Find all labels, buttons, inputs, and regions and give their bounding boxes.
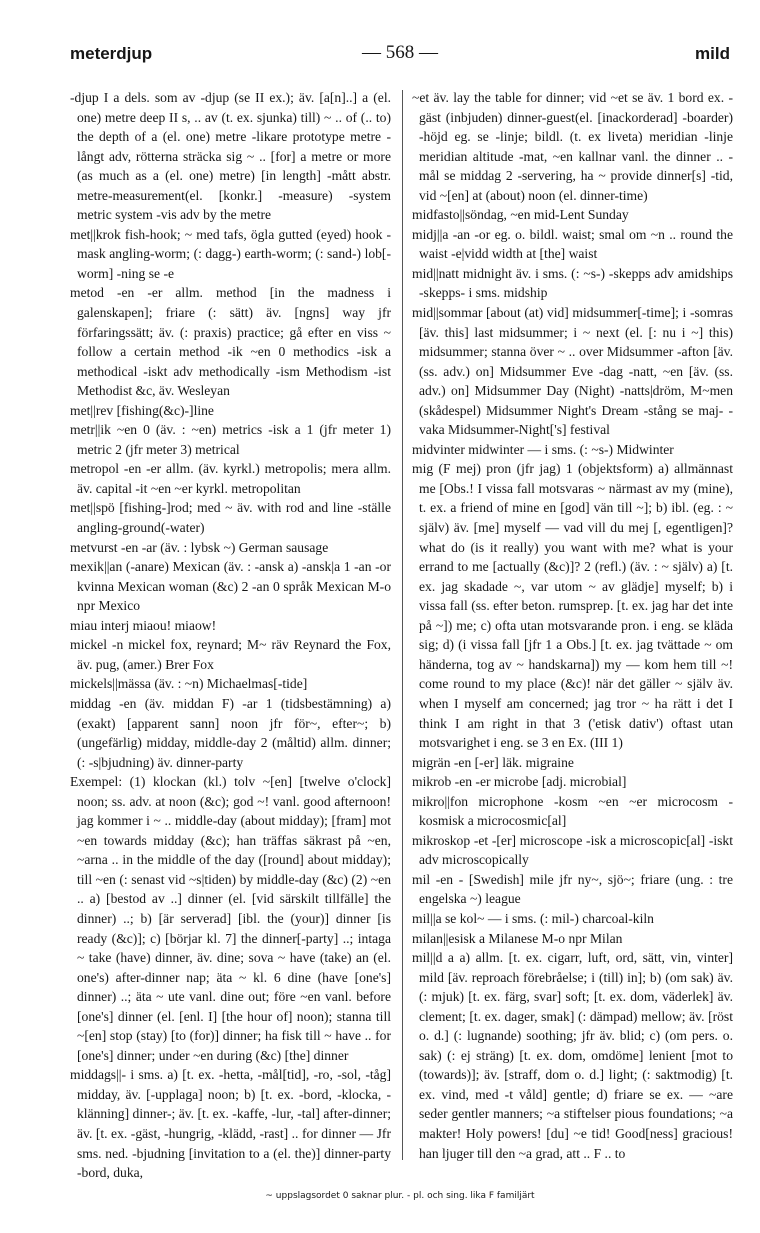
entry-migran: migrän -en [-er] läk. migraine [412,754,574,770]
entry-midnatt: mid||natt midnight äv. i sms. (: ~s-) -skepps adv amidships -skepps- i sms. midship [412,265,733,301]
page-header [70,44,730,74]
entry-metspo: met||spö [fishing-]rod; med ~ äv. with rod and line -ställe angling-ground(-water) [70,500,391,536]
entry-middag-examples: Exempel: (1) klockan (kl.) tolv ~[en] [twelve o'clock] noon; ss. adv. at noon (&c); god ~! vanl. good afternoon! jag kommer i ~ .. middle-day (about midday); [fram] mot ~en towards midday (&c); han träffas säkrast på ~en, ~arna .. in the middle of the day ([round] about midday); till ~en (: senast vid ~s|tiden) by middle-day (&c) (2) ~en .. a) [bestod av ..] dinner (el. [vid särskilt tillfälle] the dinner) ..; b) [är serverad] [ibl. the (your)] dinner [is ready (&c)]; c) [börjar kl. 7] the dinner[-party] ..; intaga ~ take (have) dinner, äv. dine; sova ~ have (take) an (el. one's) after-dinner nap; äta ~ kl. 6 dine (have [one's] dinner) ..; äta ~ ute vanl. dine out; före ~en vanl. before [one's] dinner (el. [enl. I] [the hour of] noon); stanna till ~[en] stop (stay) [to (for)] dinner; ha fisk till ~ have .. for [one's] dinner; under ~en during (&c) [the] dinner [70,774,391,1063]
entry-mild: mil||d a a) allm. [t. ex. cigarr, luft, ord, sätt, vin, vinter] mild [äv. reproach förebråelse; i (till) in]; b) (om sak) äv. (: mjuk) [t. ex. färg, svar] soft; [t. ex. dom, väderlek] äv. clement; [t. ex. dager, smak] (: dämpad) mellow; äv. [röst o. d.] (: lugnande) soothing; jfr äv. blid; c) (om pers. o. sak) (: ej sträng) [t. ex. dom, omdöme] lenient [mot to (towards)]; äv. [straff, dom o. d.] light; (: saktmodig) [t. ex. vind, med -t våld] gentle; d) friare se ex. — ~are seder gentler manners; ~a stiftelser pious foundations; ~a makter! Holy powers! [du] ~e tid! Good[ness] gracious! han ljuger till den ~a grad, att .. F .. to [412,950,733,1161]
entry-milanesisk: milan||esisk a Milanese M-o npr Milan [412,930,623,946]
entry-mila: mil||a se kol~ — i sms. (: mil-) charcoal-kiln [412,910,654,926]
entry-midsommar: mid||sommar [about (at) vid] midsummer[-time]; i -somras [äv. this] last midsummer; i ~ next (el. [: nu i ~] this) midsummer; stanna över ~ .. over Midsummer -afton [äv. (ss. adv.) on] Midsummer Eve -dag -natt, ~en [äv. (ss. adv.) on] Midsummer Day (Night) -natts|dröm, M~men (skådespel) Midsummer Night's Dream -stång se maj- -vaka Midsummer-Night['s] festival [412,305,733,438]
right-column [412,88,733,1168]
entry-midja: midj||a -an -or eg. o. bildl. waist; smal om ~n .. round the waist -e|vidd width at [the] waist [412,226,733,262]
entry-middags: middags||- i sms. a) [t. ex. -hetta, -mål[tid], -ro, -sol, -tåg] midday, äv. [-upplaga] noon; b) [t. ex. -bord, -klocka, -klänning] dinner-; äv. [t. ex. -kaffe, -lur, -tal] after-dinner; äv. [t. ex. -gäst, -hungrig, -klädd, -rast] .. for dinner — Jfr sms. ned. -bjudning [invitation to a (el. the)] dinner-party -bord, duka, [70,1067,391,1181]
left-column [70,88,391,1181]
entry-miau: miau interj miaou! miaow! [70,617,217,633]
entry-mikroskop: mikroskop -et -[er] microscope -isk a microscopic[al] -iskt adv microscopically [412,832,733,868]
entry-mil: mil -en - [Swedish] mile jfr ny~, sjö~; friare (ung. : tre engelska ~) league [412,871,733,907]
entry-metropol: metropol -en -er allm. (äv. kyrkl.) metropolis; mera allm. äv. capital -it ~en ~er kyrkl. metropolitan [70,461,391,496]
entry-metod: metod -en -er allm. method [in the madness i galenskapen]; friare (: sätt) äv. [ngns] way jfr förfaringssätt; äv. (: praxis) practice; gå efter en viss ~ follow a certain method -ik ~en 0 methodics -isk a methodical -iskt adv methodically -ism Methodism -ist Methodist &c, äv. Wesleyan [70,285,391,399]
entry-mickelsmassa: mickels||mässa (äv. : ~n) Michaelmas[-tide] [70,676,308,692]
entry-mickel: mickel -n mickel fox, reynard; M~ räv Reynard the Fox, äv. pug, (amer.) Brer Fox [70,637,391,672]
entry-metkrok: met||krok fish-hook; ~ med tafs, ögla gutted (eyed) hook -mask angling-worm; (: dagg-) earth-worm; (: sand-) lob[-worm] -ning se -e [70,226,391,281]
entry-middags-cont: ~et äv. lay the table for dinner; vid ~et se äv. 1 bord ex. -gäst (inbjuden) dinner-guest(el. [inackorderad] -boarder) -höjd eg. se -linje; bildl. (t. ex liveta) meridian -linje meridian altitude -mat, ~en kallnar vanl. the dinner .. -mål se middag 2 -servering, ha ~ provide dinner[s] -tid, vid ~[en] at (about) noon (el. dinner-time) [412,90,733,203]
right-guide-word: mild [695,44,730,63]
entry-metrev: met||rev [fishing(&c)-]line [70,402,214,418]
entry-mig: mig (F mej) pron (jfr jag) 1 (objektsform) a) allmännast me [Obs.! I vissa fall motsvaras ~ närmast av my (mine), t. ex. a friend of mine en [god] vän till ~]; b) ibl. (eg. : ~ själv) äv. [me] myself — vad vill du mej [, egentligen]? what do (is it really) you want with me? what is your errand to me [actually (&c)]? 2 (refl.) (äv. : ~ själv) a) [t. ex. jag skadade ~, var utom ~ av glädje] myself; b) i vissa fall (ss. efter beton. rumsprep. [t. ex. jag har det inte på ~]) me; c) ofta utan motsvarande pron. i eng. se kläda sig; d) (i vissa fall [jfr 1 a Obs.] [t. ex. jag tvättade ~ om händerna, tog av ~ handskarna]) my — kom hem till ~! come round to my place (&c)! när det gäller ~ själv äv. when I myself am concerned; jag tror ~ ha rätt i det I think I am right in that 3 ('etisk dativ') oftast utan motsvarighet i eng. se 3 en Ex. (III 1) [412,461,733,751]
entry-metvurst: metvurst -en -ar (äv. : lybsk ~) German sausage [70,539,329,555]
entry-mikrob: mikrob -en -er microbe [adj. microbial] [412,774,627,790]
entry-mexikan: mexik||an (-anare) Mexican (äv. : -ansk a) -ansk|a 1 -an -or kvinna Mexican woman (&c) 2 -an 0 språk Mexican M-o npr Mexico [70,559,391,614]
column-divider [402,90,403,1160]
entry-djup: -djup I a dels. som av -djup (se II ex.); äv. [a[n]..] a (el. one) metre deep II s, .. av (t. ex. sjunka) till) ~ .. of (.. to) the depth of a (el. one) metre -likare prototype metre -långt adv, rötterna sträcka sig ~ .. [for] a metre or more (as much as a (el. one) metre) [in length] -mått abstr. metre-measurement(el. [konkr.] -measure) -system metric system -vis adv by the metre [70,90,391,223]
left-guide-word: meterdjup [70,44,153,63]
abbreviation-legend: ~ uppslagsordet 0 saknar plur. - pl. och sing. lika F familjärt [265,1191,535,1201]
entry-midfastosondag: midfasto||söndag, ~en mid-Lent Sunday [412,207,629,223]
entry-midvinter: midvinter midwinter — i sms. (: ~s-) Midwinter [412,441,674,457]
entry-metrik: metr||ik ~en 0 (äv. : ~en) metrics -isk a 1 (jfr meter 1) metric 2 (jfr meter 3) metrical [70,422,391,457]
entry-mikrofon: mikro||fon microphone -kosm ~en ~er microcosm -kosmisk a microcosmic[al] [412,793,733,829]
page-number: — 568 — [362,42,438,63]
entry-middag: middag -en (äv. middan F) -ar 1 (tidsbestämning) a) (exakt) [apparent sann] noon jfr för~, efter~; b) (ungefärlig) midday, middle-day 2 (måltid) allm. dinner; (: -s|bjudning) äv. dinner-party [70,695,391,770]
